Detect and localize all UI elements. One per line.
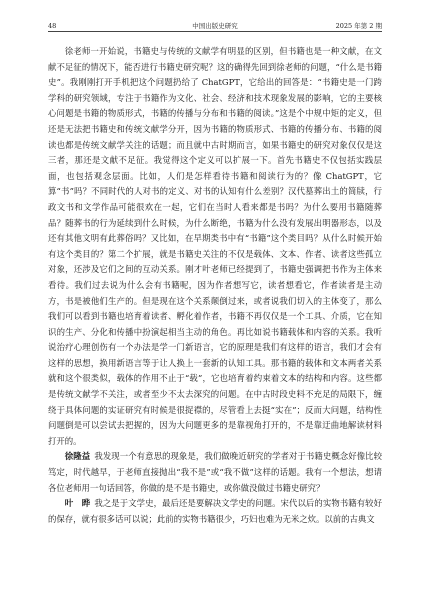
paragraph-text: 徐老师一开始说，书籍史与传统的文献学有明显的区别，但书籍也是一种文献，在文献不足征的情况下，能否进行书籍史研究呢？这的确得先回到徐老师的问题，“什么是书籍史”。我刚刚打开手机把这个问题扔给了 ChatGPT，它给出的回答是：“书籍史是一门跨学科的研究领域，专注于书籍作为文化、社会、经济和技术现象发展的影响，它的主要核心问题是书籍的物质形式，书籍的传播与分布和书籍的阅读。”这是个中规中矩的定义，但还是无法把书籍史和传统文献学分开，因为书籍的物质形式、书籍的传播分布、书籍的阅读也都是传统文献学关注的话题；而且就中古时期而言，如果书籍史的研究对象仅仅是这三者，那还是文献不足征。我觉得这个定义可以扩展一下。首先书籍史不仅包括实践层面，也包括观念层面。比如，人们是怎样看待书籍和阅读行为的？像 ChatGPT，它算“书”吗？不同时代的人对书的定义、对书的认知有什么差别？汉代墓葬出土的简牍，行政文书和文学作品可能很欢在一起，它们在当时人看来都是书吗？为什么要用书籍随葬品？随葬书的行为延续到什么时候，为什么断绝，书籍为什么没有发展出明器形态，以及还有其他文明有此葬俗吗？又比如，在早期类书中有“书籍”这个类目吗？从什么时候开始有这个类目的？第二个扩展，就是书籍史关注的不仅是载体、文本、作者、读者这些孤立对象，还涉及它们之间的互动关系。刚才叶老师已经提到了，书籍史强调把书作为主体来看待。我们过去说为什么会有书籍呢，因为作者想写它，读者想看它，作者读者是主动方，书是被他们生产的。但是现在这个关系颠倒过来，或者说我们切入的主体变了，那么我们可以看到书籍也培育着读者、孵化着作者，书籍不再仅仅是一个工具、介质，它在知识的生产、分化和传播中扮演起相当主动的角色。再比如说书籍载体和内容的关系。我听说治疗心理创伤有一个办法是学一门新语言，它的原理是我们有这样的语言，我们才会有这样的思想，换用新语言等于让人换上一套新的认知工具。那书籍的载体和文本两者关系就和这个很类似，载体的作用不止于“载”，它也培育着约束着文本的结构和内容。这些都是传统文献学不关注，或者至少不太去深究的问题。在中古时段史料不充足的局限下，缠绕于具体问题的实证研究有时候是很捉襟的，尽管看上去挺“实在”；反而大问题，结构性问题倒是可以尝试去把握的，因为大问题更多的是靠视角打开的，不是靠迂曲地解读材料打开的。 bbox=[48, 46, 382, 446]
page-number: 48 bbox=[48, 22, 57, 30]
paragraph bbox=[48, 496, 382, 527]
paragraph-text: 我之是于文学史，最后还是要解决文学史的问题。宋代以后的实物书籍有较好的保存，就有很多话可以说；此前的实物书籍很少，巧妇也难为无米之炊。以前的古典文 bbox=[48, 498, 383, 524]
header-rule bbox=[48, 31, 382, 32]
running-header bbox=[48, 14, 382, 30]
speaker-name: 徐隆益 bbox=[64, 451, 91, 462]
speaker-name: 叶 晔 bbox=[64, 498, 91, 509]
issue-label: 2025 年第 2 期 bbox=[335, 22, 382, 30]
paragraph-text: 我发现一个有意思的现象是，我们做晚近研究的学者对于书籍史概念好像比较笃定，时代越早，于老师直接抛出“我不是”或“我不做”这样的话题。我有一个想法，想请各位老师用一句话回答，你做的是不是书籍史，或你做没做过书籍史研究？ bbox=[48, 451, 383, 493]
journal-title: 中国出版史研究 bbox=[192, 22, 238, 30]
article-body bbox=[48, 44, 382, 527]
paragraph bbox=[48, 44, 382, 449]
paragraph bbox=[48, 449, 382, 496]
